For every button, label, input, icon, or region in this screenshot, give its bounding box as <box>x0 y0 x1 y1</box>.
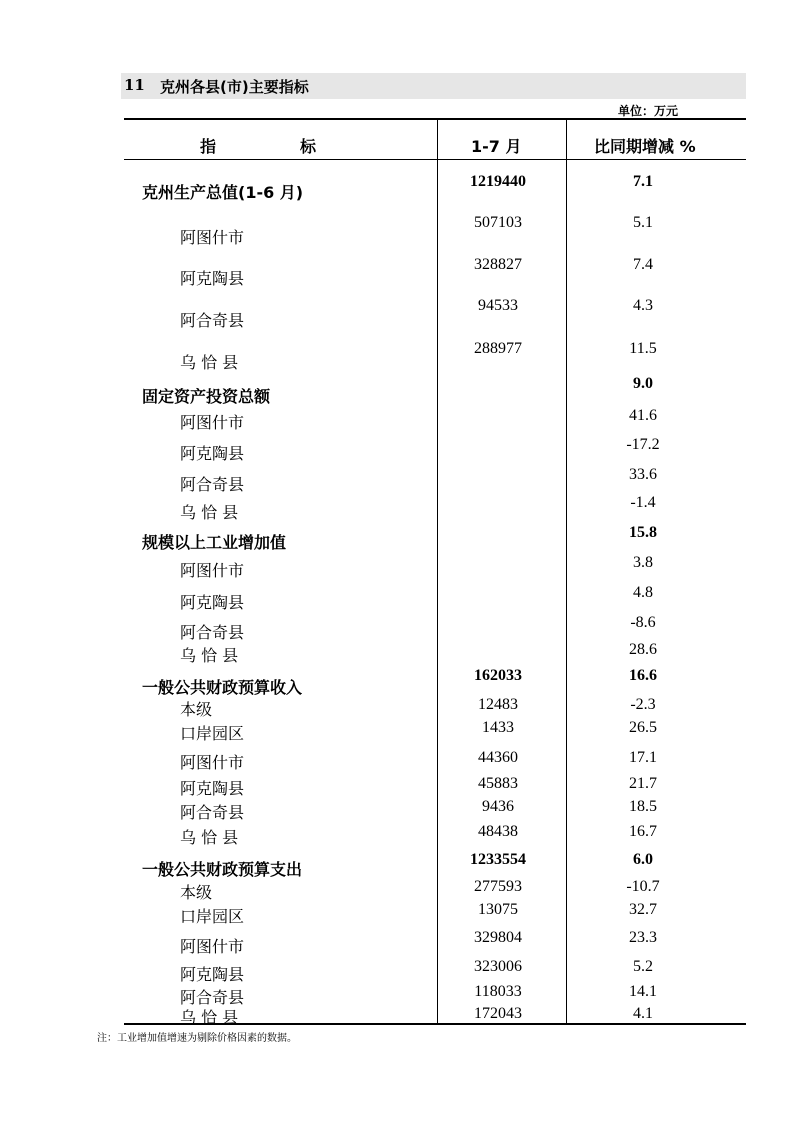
subitem-label: 阿图什市 <box>180 937 245 956</box>
category-label: 克州生产总值(1-6 月) <box>142 183 304 202</box>
value-cell: 1219440 <box>470 173 526 190</box>
change-cell: 7.1 <box>633 173 653 190</box>
subitem-label: 阿合奇县 <box>180 988 245 1007</box>
subitem-label: 阿图什市 <box>180 753 245 772</box>
subitem-label: 口岸园区 <box>180 907 245 926</box>
value-cell: 118033 <box>474 983 522 1000</box>
change-cell: 5.2 <box>633 958 653 975</box>
value-cell: 94533 <box>478 297 518 314</box>
value-cell: 13075 <box>478 901 518 918</box>
subitem-label: 乌 恰 县 <box>180 353 239 372</box>
value-cell: 329804 <box>474 929 522 946</box>
change-cell: 14.1 <box>629 983 657 1000</box>
value-cell: 12483 <box>478 696 518 713</box>
header-indicator-part1: 指 <box>200 137 217 156</box>
footnote: 注：工业增加值增速为剔除价格因素的数据。 <box>97 1033 297 1044</box>
change-cell: -1.4 <box>630 494 656 511</box>
category-label: 一般公共财政预算收入 <box>142 678 303 697</box>
change-cell: 15.8 <box>629 524 657 541</box>
value-cell: 288977 <box>474 340 522 357</box>
change-cell: 7.4 <box>633 256 653 273</box>
subitem-label: 阿图什市 <box>180 561 245 580</box>
value-cell: 277593 <box>474 878 522 895</box>
subitem-label: 阿克陶县 <box>180 779 245 798</box>
change-cell: 16.6 <box>629 667 657 684</box>
change-cell: 4.3 <box>633 297 653 314</box>
subitem-label: 阿图什市 <box>180 413 245 432</box>
header-value: 1-7 月 <box>471 137 522 156</box>
change-cell: 3.8 <box>633 554 653 571</box>
subitem-label: 阿合奇县 <box>180 475 245 494</box>
value-cell: 45883 <box>478 775 518 792</box>
table-number: 11 <box>124 76 145 94</box>
change-cell: 33.6 <box>629 466 657 483</box>
change-cell: -17.2 <box>626 436 660 453</box>
category-label: 一般公共财政预算支出 <box>142 860 303 879</box>
change-cell: 11.5 <box>629 340 657 357</box>
value-cell: 1233554 <box>470 851 526 868</box>
subitem-label: 阿克陶县 <box>180 269 245 288</box>
change-cell: -10.7 <box>626 878 660 895</box>
subitem-label: 阿合奇县 <box>180 803 245 822</box>
category-label: 规模以上工业增加值 <box>142 533 287 552</box>
value-cell: 328827 <box>474 256 522 273</box>
change-cell: 9.0 <box>633 375 653 392</box>
subitem-label: 乌 恰 县 <box>180 503 239 522</box>
change-cell: 28.6 <box>629 641 657 658</box>
change-cell: 21.7 <box>629 775 657 792</box>
change-cell: 4.1 <box>633 1005 653 1022</box>
change-cell: 17.1 <box>629 749 657 766</box>
value-cell: 507103 <box>474 214 522 231</box>
unit-label: 单位：万元 <box>618 104 679 118</box>
subitem-label: 阿合奇县 <box>180 311 245 330</box>
change-cell: 6.0 <box>633 851 653 868</box>
value-cell: 44360 <box>478 749 518 766</box>
change-cell: 5.1 <box>633 214 653 231</box>
subitem-label: 乌 恰 县 <box>180 646 239 665</box>
change-cell: -2.3 <box>630 696 656 713</box>
change-cell: 4.8 <box>633 584 653 601</box>
top-border <box>124 118 746 120</box>
category-label: 固定资产投资总额 <box>142 387 271 406</box>
change-cell: -8.6 <box>630 614 656 631</box>
subitem-label: 阿合奇县 <box>180 623 245 642</box>
value-cell: 323006 <box>474 958 522 975</box>
header-divider <box>124 159 746 160</box>
change-cell: 32.7 <box>629 901 657 918</box>
change-cell: 23.3 <box>629 929 657 946</box>
subitem-label: 阿克陶县 <box>180 593 245 612</box>
subitem-label: 阿克陶县 <box>180 444 245 463</box>
change-cell: 41.6 <box>629 407 657 424</box>
table-title: 克州各县(市)主要指标 <box>160 78 309 96</box>
change-cell: 26.5 <box>629 719 657 736</box>
subitem-label: 口岸园区 <box>180 724 245 743</box>
value-cell: 48438 <box>478 823 518 840</box>
subitem-label: 乌 恰 县 <box>180 1008 239 1027</box>
value-cell: 1433 <box>482 719 514 736</box>
value-cell: 162033 <box>474 667 522 684</box>
subitem-label: 本级 <box>180 883 213 902</box>
header-indicator-part2: 标 <box>300 137 317 156</box>
change-cell: 16.7 <box>629 823 657 840</box>
value-cell: 172043 <box>474 1005 522 1022</box>
subitem-label: 本级 <box>180 700 213 719</box>
subitem-label: 阿图什市 <box>180 228 245 247</box>
change-cell: 18.5 <box>629 798 657 815</box>
value-cell: 9436 <box>482 798 514 815</box>
header-change: 比同期增减 % <box>594 137 696 156</box>
subitem-label: 阿克陶县 <box>180 965 245 984</box>
subitem-label: 乌 恰 县 <box>180 828 239 847</box>
